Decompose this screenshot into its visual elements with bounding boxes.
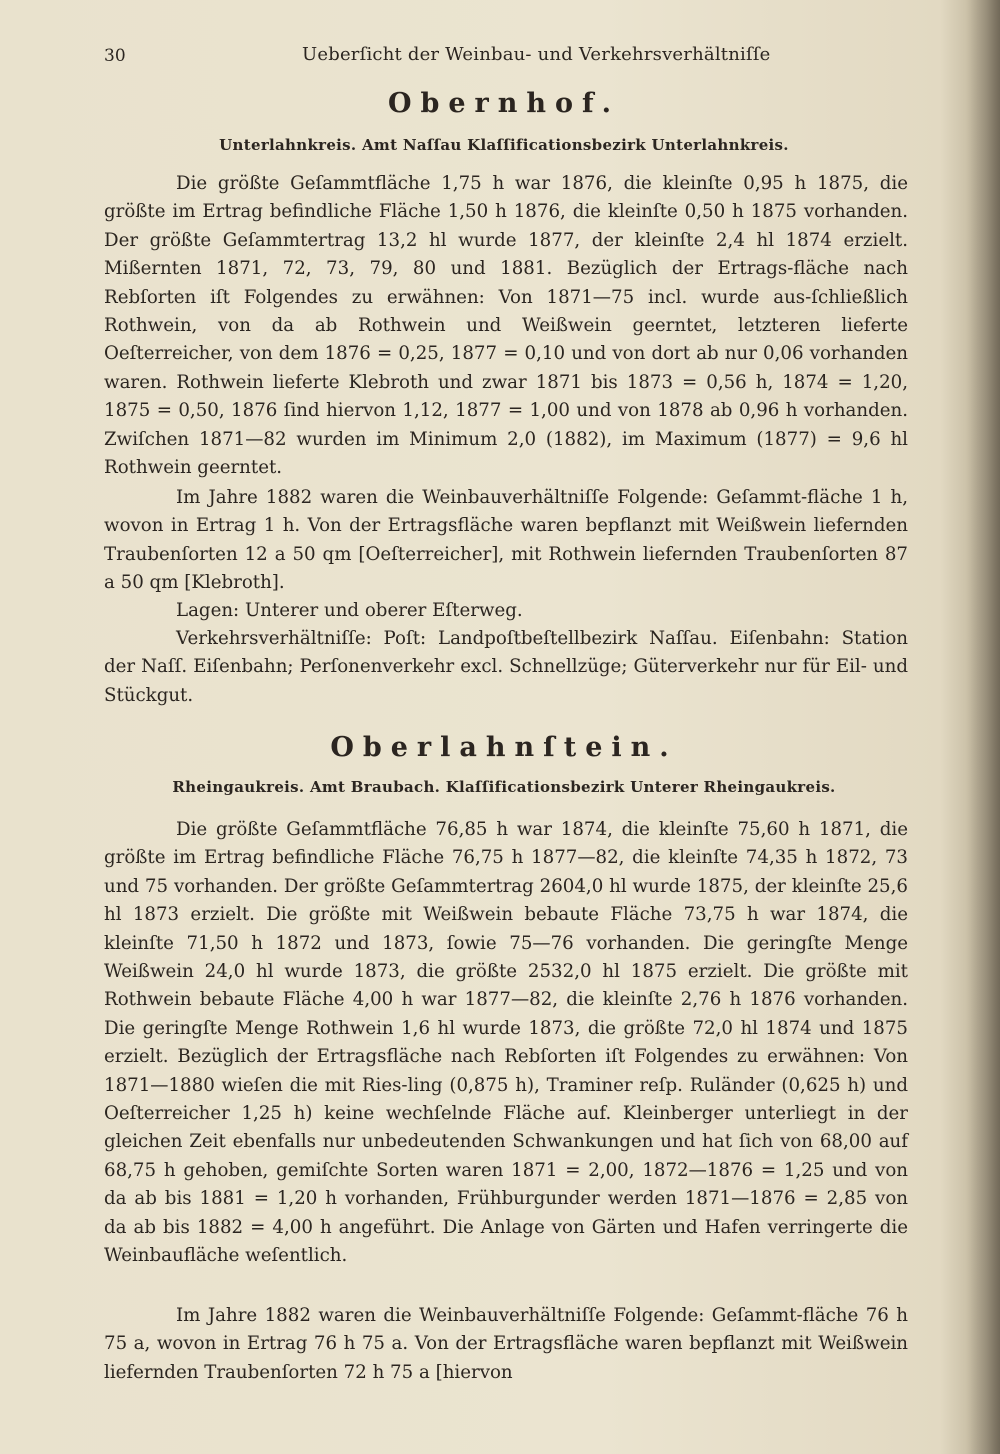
page-header bbox=[104, 42, 904, 72]
book-spine-shadow bbox=[966, 0, 1000, 1454]
paragraph: Lagen: Unterer und oberer Eſterweg. bbox=[176, 600, 523, 621]
running-title: Ueberſicht der Weinbau- und Verkehrsverhältniſſe bbox=[302, 44, 771, 65]
section-title-obernhof: Obernhof. bbox=[387, 88, 621, 119]
paragraph: Die größte Geſammtfläche 76,85 h war 1874, die kleinſte 75,60 h 1871, die größte im Ertrag befindliche Fläche 76,75 h 1877—82, die kleinſte 74,35 h 1872, 73 und 75 vorhanden. Der größte Geſammtertrag 2604,0 hl wurde 1875, der kleinſte 25,6 hl 1873 erzielt. Die größte mit Weißwein bebaute Fläche 73,75 h war 1874, die kleinſte 71,50 h 1872 und 1873, ſowie 75—76 vorhanden. Die geringſte Menge Weißwein 24,0 hl wurde 1873, die größte 2532,0 hl 1875 erzielt. Die größte mit Rothwein bebaute Fläche 4,00 h war 1877—82, die kleinſte 2,76 h 1876 vorhanden. Die geringſte Menge Rothwein 1,6 hl wurde 1873, die größte 72,0 hl 1874 und 1875 erzielt. Bezüglich der Ertragsfläche nach Rebſorten iſt Folgendes zu erwähnen: Von 1871—1880 wieſen die mit Ries-ling (0,875 h), Traminer reſp. Ruländer (0,625 h) und Oeſterreicher 1,25 h) keine wechſelnde Fläche auf. Kleinberger unterliegt in der gleichen Zeit ebenfalls nur unbedeutenden Schwankungen und hat ſich von 68,00 auf 68,75 h gehoben, gemiſchte Sorten waren 1871 = 2,00, 1872—1876 = 1,25 und von da ab bis 1881 = 1,20 h vorhanden, Frühburgunder werden 1871—1876 = 2,85 von da ab bis 1882 = 4,00 h angeführt. Die Anlage von Gärten und Hafen verringerte die Weinbaufläche weſentlich. bbox=[104, 819, 908, 1267]
section-subtitle-oberlahnstein: Rheingaukreis. Amt Braubach. Klaſſificationsbezirk Unterer Rheingaukreis. bbox=[172, 778, 836, 796]
paragraph: Verkehrsverhältniſſe: Poſt: Landpoſtbeſtellbezirk Naſſau. Eiſenbahn: Station der Naſſ. Eiſenbahn; Perſonenverkehr excl. Schnellzüge; Güterverkehr nur für Eil- und Stückgut. bbox=[104, 628, 908, 706]
page-number: 30 bbox=[104, 46, 126, 66]
paragraph: Im Jahre 1882 waren die Weinbauverhältniſſe Folgende: Geſammt-fläche 76 h 75 a, wovon in Ertrag 76 h 75 a. Von der Ertragsfläche waren bepflanzt mit Weißwein liefernden Traubenſorten 72 h 75 a [hiervon bbox=[104, 1305, 908, 1383]
section-subtitle-obernhof: Unterlahnkreis. Amt Naſſau Klaſſificationsbezirk Unterlahnkreis. bbox=[219, 136, 789, 154]
paragraph: Die größte Geſammtfläche 1,75 h war 1876, die kleinſte 0,95 h 1875, die größte im Ertrag befindliche Fläche 1,50 h 1876, die kleinſte 0,50 h 1875 vorhanden. Der größte Geſammtertrag 13,2 hl wurde 1877, der kleinſte 2,4 hl 1874 erzielt. Mißernten 1871, 72, 73, 79, 80 und 1881. Bezüglich der Ertrags-fläche nach Rebſorten iſt Folgendes zu erwähnen: Von 1871—75 incl. wurde aus-ſchließlich Rothwein, von da ab Rothwein und Weißwein geerntet, letzteren lieferte Oeſterreicher, von dem 1876 = 0,25, 1877 = 0,10 und von dort ab nur 0,06 vorhanden waren. Rothwein lieferte Klebroth und zwar 1871 bis 1873 = 0,56 h, 1874 = 1,20, 1875 = 0,50, 1876 ſind hiervon 1,12, 1877 = 1,00 und von 1878 ab 0,96 h vorhanden. Zwiſchen 1871—82 wurden im Minimum 2,0 (1882), im Maximum (1877) = 9,6 hl Rothwein geerntet. bbox=[104, 173, 908, 479]
section-title-oberlahnstein: Oberlahnſtein. bbox=[330, 732, 678, 763]
paragraph: Im Jahre 1882 waren die Weinbauverhältniſſe Folgende: Geſammt-fläche 1 h, wovon in Ertrag 1 h. Von der Ertragsfläche waren bepflanzt mit Weißwein liefernden Traubenſorten 12 a 50 qm [Oeſterreicher], mit Rothwein liefernden Traubenſorten 87 a 50 qm [Klebroth]. bbox=[104, 487, 908, 594]
